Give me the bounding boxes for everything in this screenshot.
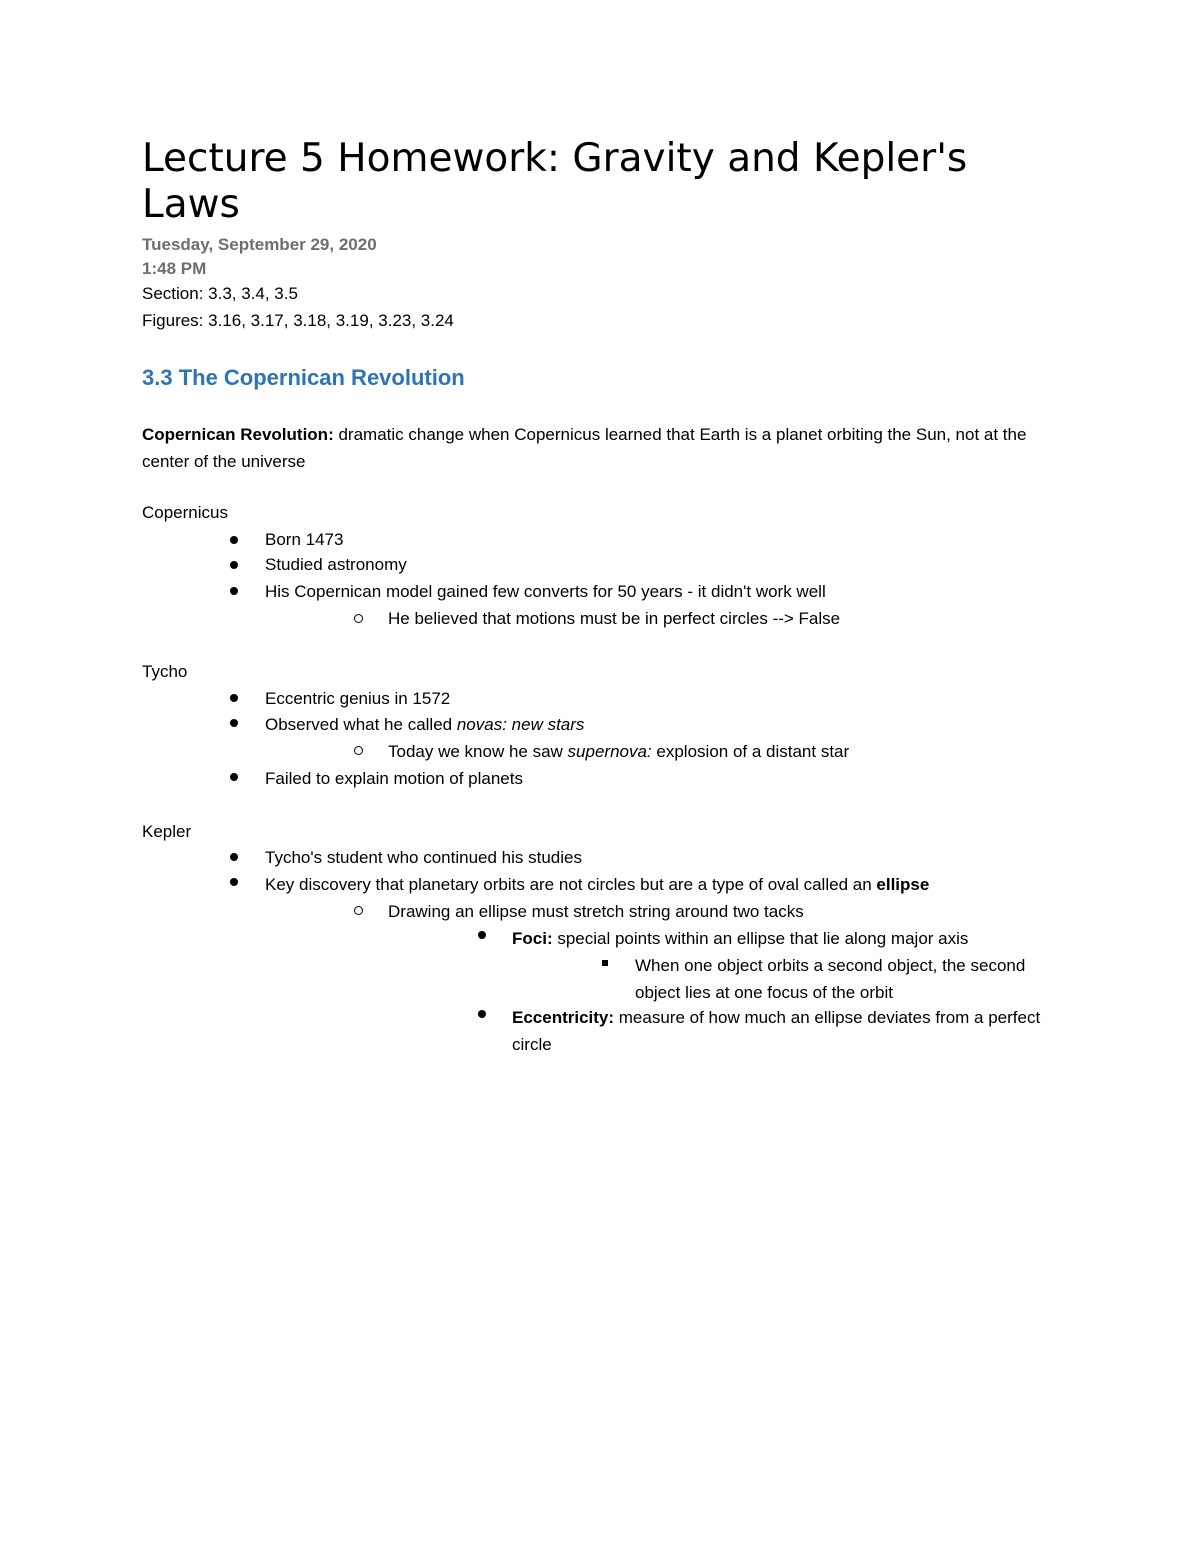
bullet-icon bbox=[230, 878, 238, 886]
eccentricity-text: measure of how much an ellipse deviates from a perfect circle bbox=[512, 1008, 1041, 1054]
tycho-label: Tycho bbox=[142, 662, 188, 681]
list-item: Failed to explain motion of planets bbox=[265, 769, 523, 788]
bullet-icon bbox=[230, 561, 238, 569]
list-item bbox=[265, 711, 1085, 738]
bullet-icon bbox=[230, 773, 238, 781]
list-item: Eccentric genius in 1572 bbox=[265, 689, 451, 708]
item-bold-text: ellipse bbox=[876, 875, 930, 894]
list-item: Born 1473 bbox=[265, 530, 344, 549]
section-list: Section: 3.3, 3.4, 3.5 bbox=[142, 284, 298, 303]
square-bullet-icon bbox=[602, 960, 608, 966]
sub-list-item: He believed that motions must be in perfect circles --> False bbox=[388, 609, 841, 628]
circle-bullet-icon bbox=[354, 746, 363, 755]
circle-bullet-icon bbox=[354, 906, 363, 915]
circle-bullet-icon bbox=[354, 614, 363, 623]
bullet-icon bbox=[230, 853, 238, 861]
page-title: Lecture 5 Homework: Gravity and Kepler's Laws bbox=[142, 136, 968, 227]
bullet-icon bbox=[478, 931, 486, 939]
foci-term: Foci: bbox=[512, 929, 553, 948]
item-italic-text: supernova: bbox=[567, 742, 652, 761]
item-italic-text: novas: new stars bbox=[456, 715, 585, 734]
level-four-list-item: When one object orbits a second object, the second object lies at one focus of the orbit bbox=[635, 956, 1026, 1002]
kepler-label: Kepler bbox=[142, 822, 192, 841]
figures-list: Figures: 3.16, 3.17, 3.18, 3.19, 3.23, 3.24 bbox=[142, 311, 454, 330]
list-item: Tycho's student who continued his studies bbox=[265, 848, 582, 867]
section-heading-3-3: 3.3 The Copernican Revolution bbox=[142, 365, 465, 390]
time-stamp: 1:48 PM bbox=[142, 259, 207, 278]
sub-list-item: Drawing an ellipse must stretch string around two tacks bbox=[388, 902, 804, 921]
definition-text: dramatic change when Copernicus learned that Earth is a planet orbiting the Sun, not at the center of the universe bbox=[142, 425, 1027, 471]
bullet-icon bbox=[478, 1010, 486, 1018]
list-item bbox=[265, 871, 1085, 898]
item-text: Today we know he saw bbox=[388, 742, 568, 761]
copernicus-label: Copernicus bbox=[142, 503, 228, 522]
bullet-icon bbox=[230, 694, 238, 702]
eccentricity-term: Eccentricity: bbox=[512, 1008, 615, 1027]
sub-list-item bbox=[388, 738, 1088, 765]
date-stamp: Tuesday, September 29, 2020 bbox=[142, 235, 377, 254]
bullet-icon bbox=[230, 587, 238, 595]
bullet-icon bbox=[230, 536, 238, 544]
item-text: Key discovery that planetary orbits are not circles but are a type of oval called an bbox=[265, 875, 877, 894]
foci-text: special points within an ellipse that lie along major axis bbox=[552, 929, 969, 948]
item-text: explosion of a distant star bbox=[651, 742, 850, 761]
list-item: Studied astronomy bbox=[265, 555, 407, 574]
list-item: His Copernican model gained few converts for 50 years - it didn't work well bbox=[265, 582, 826, 601]
bullet-icon bbox=[230, 719, 238, 727]
definition-paragraph bbox=[142, 421, 1042, 475]
sub-sub-list-item bbox=[512, 925, 1072, 952]
item-text: Observed what he called bbox=[265, 715, 457, 734]
definition-term: Copernican Revolution: bbox=[142, 425, 334, 444]
sub-sub-list-item bbox=[512, 1004, 1052, 1058]
